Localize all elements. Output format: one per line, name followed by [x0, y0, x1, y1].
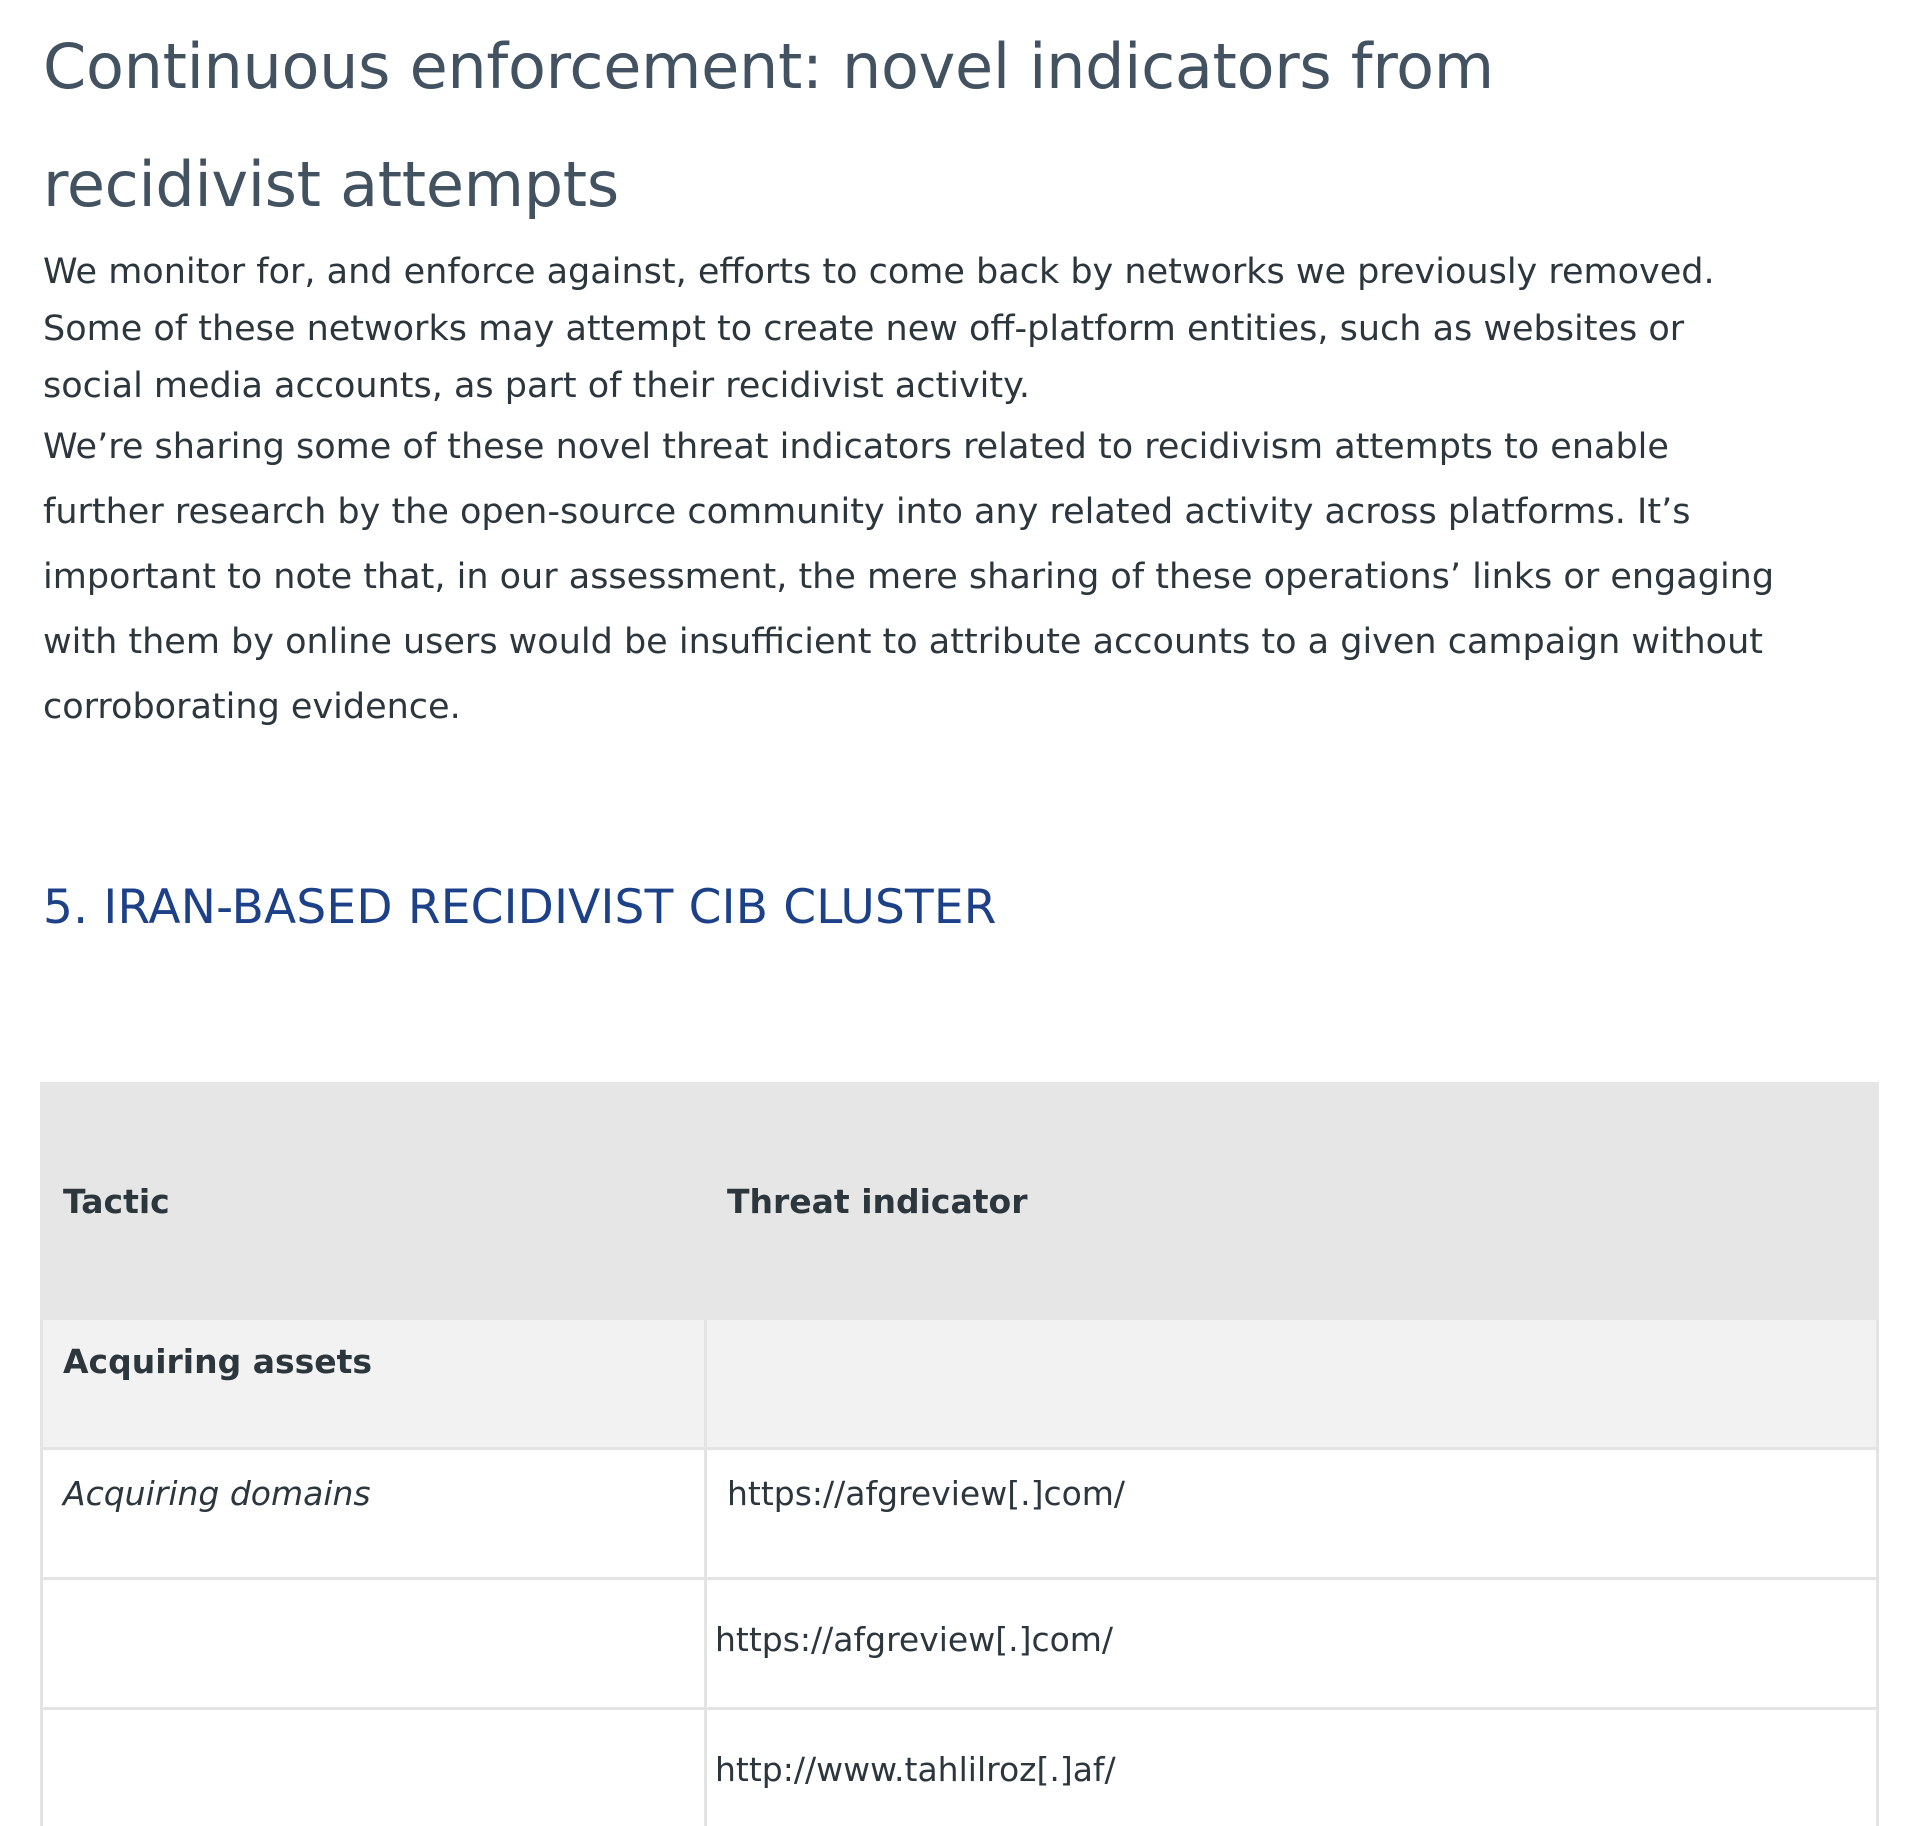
threat-indicators-table: [40, 1082, 1879, 1826]
indicator-cell: [706, 1319, 1878, 1449]
tactic-cell: Acquiring assets: [42, 1319, 706, 1449]
page-title-line-1: Continuous enforcement: novel indicators from: [43, 30, 1494, 103]
tactic-cell: Acquiring domains: [42, 1449, 706, 1579]
table-row: [42, 1319, 1878, 1449]
section-heading: 5. IRAN-BASED RECIDIVIST CIB CLUSTER: [43, 880, 997, 935]
tactic-cell: [42, 1709, 706, 1826]
intro-paragraph-line: Some of these networks may attempt to create new off-platform entities, such as websites or: [43, 309, 1685, 349]
intro-paragraph-line: social media accounts, as part of their recidivist activity.: [43, 366, 1030, 406]
table-row: [42, 1709, 1878, 1826]
sharing-paragraph-line: corroborating evidence.: [43, 687, 461, 727]
indicator-cell: http://www.tahlilroz[.]af/: [706, 1709, 1878, 1826]
sharing-paragraph-line: We’re sharing some of these novel threat indicators related to recidivism attempts to enable: [43, 427, 1669, 467]
sharing-paragraph-line: important to note that, in our assessment, the mere sharing of these operations’ links or engaging: [43, 557, 1775, 597]
sharing-paragraph-line: further research by the open-source community into any related activity across platforms. It’s: [43, 492, 1691, 532]
indicator-cell: https://afgreview[.]com/: [706, 1449, 1878, 1579]
page-title: [43, 0, 1883, 244]
intro-paragraph: [43, 244, 1883, 415]
table-row: [42, 1579, 1878, 1709]
indicator-cell: https://afgreview[.]com/: [706, 1579, 1878, 1709]
page-title-line-2: recidivist attempts: [43, 148, 619, 221]
table-header-row: [42, 1084, 1878, 1319]
article-content: [43, 0, 1883, 938]
table-row: [42, 1449, 1878, 1579]
tactic-cell: [42, 1579, 706, 1709]
column-header-threat-indicator: Threat indicator: [706, 1084, 1878, 1319]
column-header-tactic: Tactic: [42, 1084, 706, 1319]
sharing-paragraph-line: with them by online users would be insufficient to attribute accounts to a given campaign without: [43, 622, 1763, 662]
intro-paragraph-line: We monitor for, and enforce against, efforts to come back by networks we previously removed.: [43, 252, 1715, 292]
sharing-paragraph: [43, 415, 1883, 740]
